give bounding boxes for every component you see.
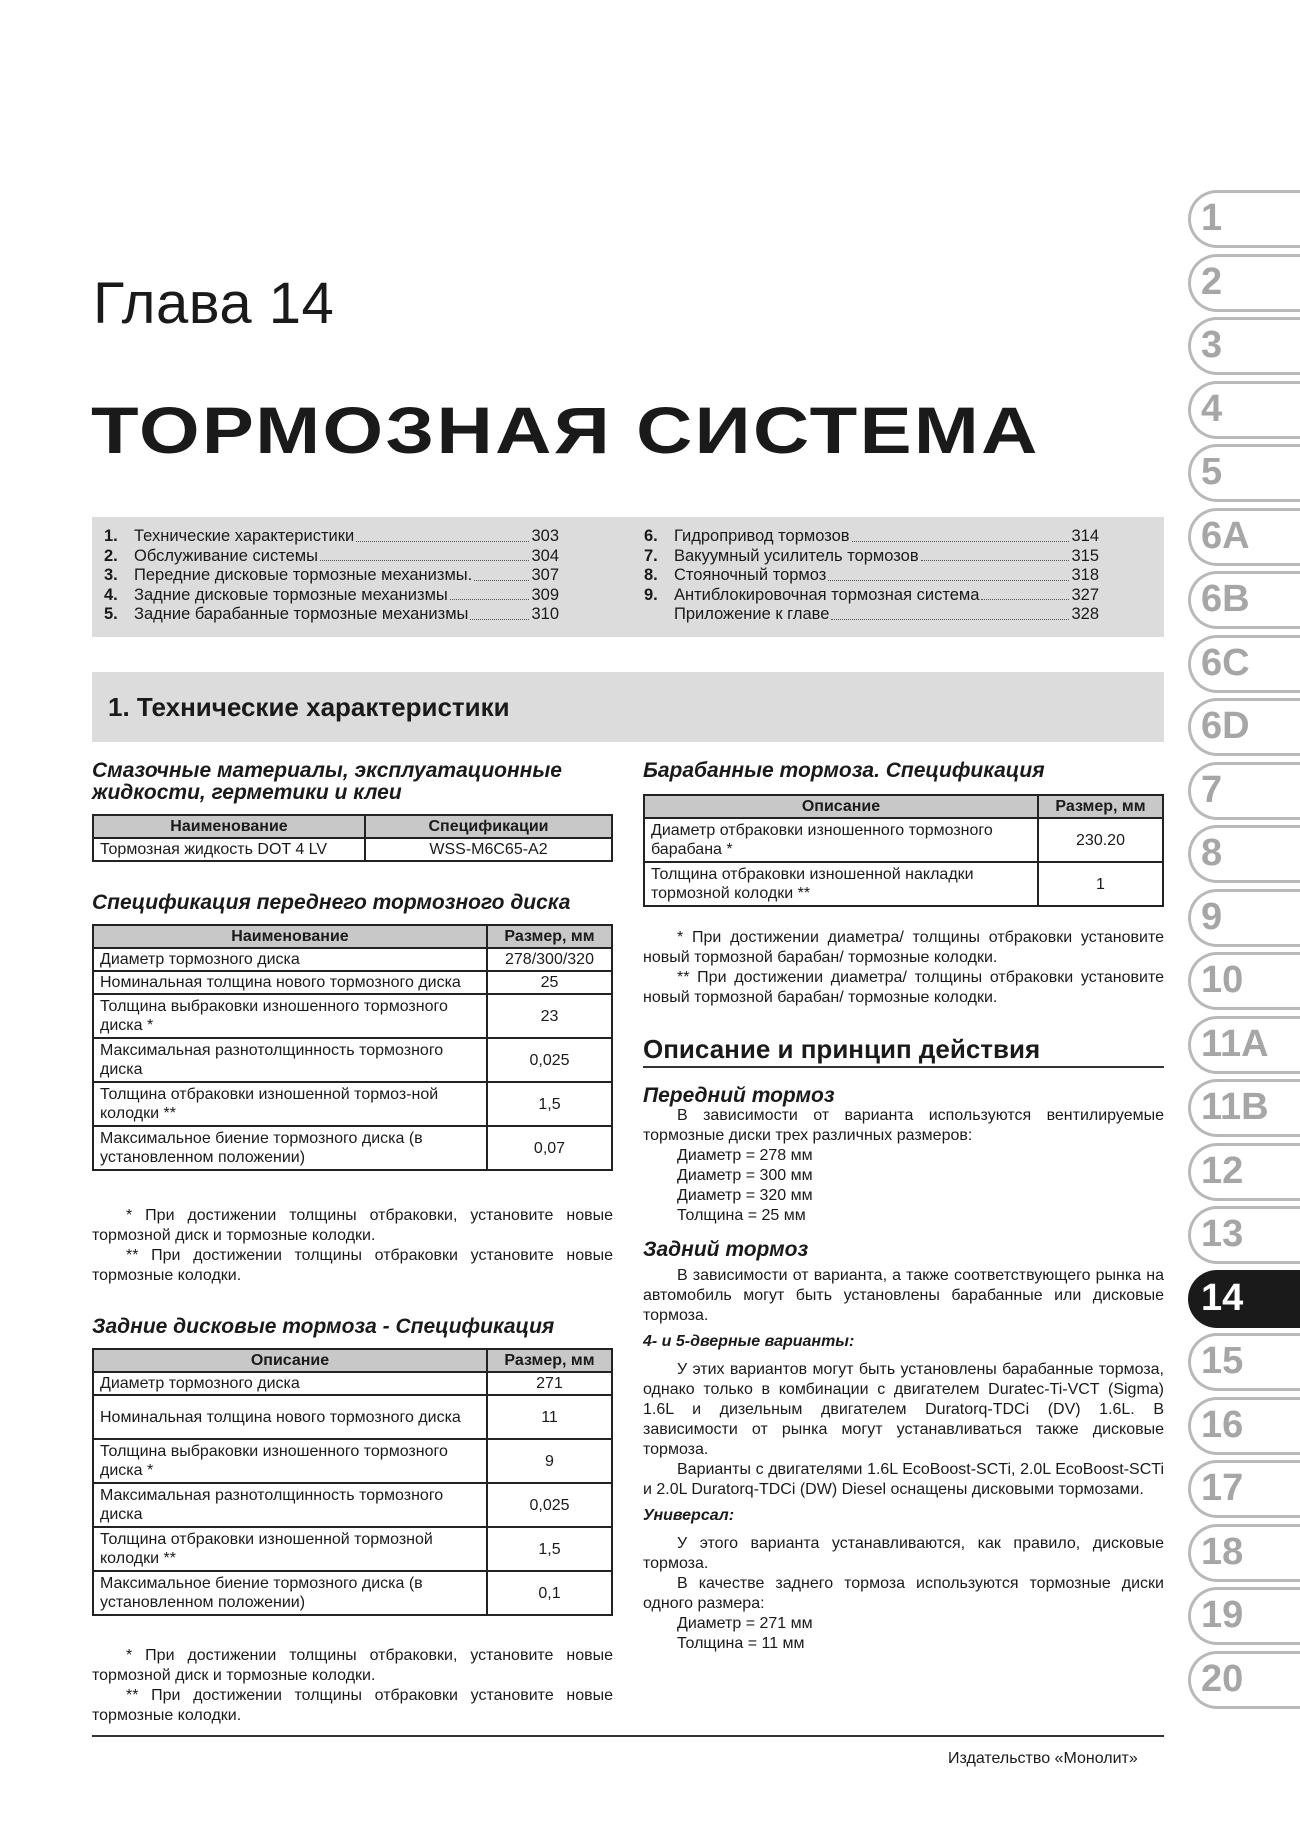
- toc-entry[interactable]: [644, 586, 1099, 606]
- table-cell: Максимальное биение тормозного диска (в установленном положении): [93, 1126, 487, 1170]
- toc-entry[interactable]: [104, 605, 559, 625]
- table-cell: 1: [1038, 862, 1163, 906]
- chapter-tab-14[interactable]: [1188, 1270, 1300, 1328]
- rear-disc-notes: [92, 1646, 613, 1726]
- toc-leader: [828, 580, 1069, 581]
- toc-entry[interactable]: [104, 586, 559, 606]
- table-row: [93, 971, 612, 994]
- chapter-tab-label: 11A: [1201, 1022, 1269, 1065]
- table-cell: 0,025: [487, 1483, 612, 1527]
- table-cell: Толщина отбраковки изношенной тормозной колодки **: [93, 1527, 487, 1571]
- paragraph: У этого варианта устанавливаются, как правило, дисковые тормоза.: [643, 1535, 1164, 1572]
- chapter-tab-16[interactable]: [1188, 1397, 1300, 1455]
- chapter-tab-label: 6C: [1201, 641, 1250, 684]
- chapter-tab-label: 15: [1201, 1340, 1244, 1382]
- toc-page: 314: [1071, 527, 1099, 545]
- table-cell: 9: [487, 1439, 612, 1483]
- table-row: [93, 1527, 612, 1571]
- chapter-tab-7[interactable]: [1188, 762, 1300, 820]
- table-header: Размер, мм: [1038, 795, 1163, 818]
- chapter-tab-12[interactable]: [1188, 1143, 1300, 1201]
- table-cell: 11: [487, 1395, 612, 1439]
- table-header: Размер, мм: [487, 925, 612, 948]
- table-cell: Максимальное биение тормозного диска (в установленном положении): [93, 1571, 487, 1615]
- chapter-tab-13[interactable]: [1188, 1206, 1300, 1264]
- variants-heading: 4- и 5-дверные варианты:: [643, 1333, 855, 1350]
- toc-right-column: [644, 527, 1099, 625]
- chapter-tab-15[interactable]: [1188, 1333, 1300, 1391]
- description-heading: Описание и принцип действия: [643, 1034, 1041, 1064]
- toc-page: 303: [531, 527, 559, 545]
- paragraph: У этих вариантов могут быть установлены барабанные тормоза, однако только в комбинации с двигателем Duratec-Ti-VCT (Sigma) 1.6L и дизельным двигателем Duratorq-TDCi (DV) 1.6L. В зависимости от рынка могут устанавливаться также дисковые тормоза.: [643, 1361, 1164, 1458]
- chapter-tab-5[interactable]: [1188, 444, 1300, 502]
- toc-number: 5.: [104, 605, 118, 623]
- table-cell: 1,5: [487, 1082, 612, 1126]
- spec-line: Толщина = 25 мм: [677, 1207, 806, 1224]
- front-brake-heading: Передний тормоз: [643, 1084, 835, 1107]
- toc-entry[interactable]: [104, 566, 559, 586]
- table-header: Описание: [644, 795, 1038, 818]
- table-row: [644, 818, 1163, 862]
- paragraph: В качестве заднего тормоза используются тормозные диски одного размера:: [643, 1575, 1164, 1612]
- chapter-tab-19[interactable]: [1188, 1587, 1300, 1645]
- toc-page: 328: [1071, 605, 1099, 623]
- lubricants-heading: Смазочные материалы, эксплуатационные жидкости, герметики и клеи: [92, 759, 562, 804]
- toc-page: 307: [531, 566, 559, 584]
- table-cell: 271: [487, 1372, 612, 1395]
- toc-leader: [981, 599, 1069, 600]
- toc-text: Стояночный тормоз: [674, 566, 827, 584]
- chapter-tab-label: 18: [1201, 1530, 1244, 1573]
- table-header: Спецификации: [365, 815, 612, 838]
- chapter-tab-label: 9: [1201, 895, 1223, 938]
- toc-page: 304: [531, 546, 559, 565]
- toc-left-column: [104, 527, 559, 625]
- toc-entry[interactable]: [104, 527, 559, 547]
- toc-leader: [320, 560, 529, 561]
- footer-rule: [92, 1735, 1164, 1737]
- toc-number: 7.: [644, 546, 658, 565]
- spec-line: Диаметр = 271 мм: [677, 1615, 813, 1632]
- toc-number: 2.: [104, 546, 118, 565]
- table-cell: 230.20: [1038, 818, 1163, 862]
- toc-text: Антиблокировочная тормозная система: [674, 585, 980, 604]
- chapter-tab-label: 20: [1201, 1657, 1244, 1700]
- chapter-tab-6d[interactable]: [1188, 698, 1300, 756]
- table-row: [93, 1372, 612, 1395]
- footnote: ** При достижении диаметра/ толщины отбраковки установите новый тормозной барабан/ тормозные колодки.: [643, 969, 1164, 1006]
- section-title: 1. Технические характеристики: [108, 692, 510, 722]
- front-disc-notes: [92, 1206, 613, 1286]
- table-cell: Диаметр тормозного диска: [93, 1372, 487, 1395]
- table-header: Размер, мм: [487, 1349, 612, 1372]
- spec-line: Диаметр = 300 мм: [677, 1167, 813, 1184]
- toc-page: 327: [1071, 585, 1099, 604]
- chapter-tab-11a[interactable]: [1188, 1016, 1300, 1074]
- table-cell: Диаметр отбраковки изношенного тормозного барабана *: [644, 818, 1038, 862]
- toc-leader: [921, 560, 1070, 561]
- table-header: Наименование: [93, 925, 487, 948]
- table-cell: 25: [487, 971, 612, 994]
- toc-leader: [356, 541, 529, 542]
- chapter-tab-label: 13: [1201, 1213, 1244, 1255]
- chapter-tab-6c[interactable]: [1188, 635, 1300, 693]
- table-cell: 0,025: [487, 1038, 612, 1082]
- chapter-tab-label: 14: [1201, 1276, 1244, 1319]
- toc-text: Задние барабанные тормозные механизмы: [134, 605, 469, 623]
- chapter-tab-4[interactable]: [1188, 381, 1300, 439]
- toc-number: 8.: [644, 566, 658, 584]
- table-cell: 0,1: [487, 1571, 612, 1615]
- toc-text: Обслуживание системы: [134, 546, 318, 565]
- table-cell: Номинальная толщина нового тормозного диска: [93, 971, 487, 994]
- heading-underline: [643, 1066, 1164, 1068]
- universal-heading: Универсал:: [643, 1507, 735, 1524]
- table-cell: 0,07: [487, 1126, 612, 1170]
- table-row: [93, 1082, 612, 1126]
- toc-leader: [450, 599, 530, 600]
- footnote: * При достижении диаметра/ толщины отбраковки установите новый тормозной барабан/ тормозные колодки.: [643, 929, 1164, 966]
- table-cell: Тормозная жидкость DOT 4 LV: [93, 838, 365, 861]
- chapter-tab-label: 19: [1201, 1594, 1244, 1636]
- chapter-tab-6a[interactable]: [1188, 508, 1300, 566]
- toc-leader: [831, 619, 1069, 620]
- table-header: Описание: [93, 1349, 487, 1372]
- table-row: [93, 1126, 612, 1170]
- chapter-tab-label: 10: [1201, 959, 1244, 1001]
- rear-disc-heading: Задние дисковые тормоза - Спецификация: [92, 1315, 555, 1338]
- toc-text: Приложение к главе: [674, 605, 830, 623]
- table-row: [93, 948, 612, 971]
- drum-table: [643, 794, 1164, 907]
- section-header: [92, 672, 1164, 742]
- table-cell: 278/300/320: [487, 948, 612, 971]
- toc-page: 310: [531, 605, 559, 623]
- chapter-tab-label: 17: [1201, 1467, 1244, 1509]
- toc-number: 9.: [644, 585, 658, 604]
- table-row: [93, 1571, 612, 1615]
- paragraph: В зависимости от варианта используются вентилируемые тормозные диски трех различных размеров:: [643, 1107, 1164, 1144]
- toc-text: Передние дисковые тормозные механизмы.: [134, 566, 473, 584]
- toc-entry[interactable]: [644, 547, 1099, 567]
- chapter-tab-label: 6A: [1201, 514, 1250, 557]
- table-cell: WSS-M6C65-A2: [365, 838, 612, 861]
- chapter-tab-label: 11B: [1201, 1086, 1269, 1128]
- chapter-tab-3[interactable]: [1188, 317, 1300, 375]
- chapter-label: Глава 14: [93, 271, 335, 336]
- chapter-tab-2[interactable]: [1188, 254, 1300, 312]
- lubricants-table: [92, 814, 613, 862]
- toc-number: 3.: [104, 566, 118, 584]
- publisher-footer: Издательство «Монолит»: [948, 1750, 1138, 1767]
- toc-number: 1.: [104, 527, 118, 545]
- chapter-tab-label: 7: [1201, 768, 1223, 811]
- toc-entry[interactable]: [644, 527, 1099, 547]
- toc-text: Вакуумный усилитель тормозов: [674, 546, 919, 565]
- spec-line: Толщина = 11 мм: [677, 1635, 805, 1652]
- chapter-tab-8[interactable]: [1188, 825, 1300, 883]
- drum-heading: Барабанные тормоза. Спецификация: [643, 759, 1045, 782]
- chapter-tab-9[interactable]: [1188, 889, 1300, 947]
- table-row: [93, 994, 612, 1038]
- chapter-tab-10[interactable]: [1188, 952, 1300, 1010]
- chapter-tab-1[interactable]: [1188, 190, 1300, 248]
- description-body: [643, 1086, 1164, 1654]
- table-cell: Максимальная разнотолщинность тормозного диска: [93, 1038, 487, 1082]
- chapter-title: ТОРМОЗНАЯ СИСТЕМА: [91, 393, 1040, 467]
- toc-page: 309: [531, 585, 559, 604]
- front-disc-heading: Спецификация переднего тормозного диска: [92, 891, 571, 914]
- toc-entry[interactable]: [104, 547, 559, 567]
- table-row: [93, 1038, 612, 1082]
- footnote: ** При достижении толщины отбраковки установите новые тормозные колодки.: [92, 1247, 613, 1284]
- toc-text: Технические характеристики: [134, 527, 355, 545]
- chapter-tab-label: 4: [1201, 387, 1223, 430]
- table-cell: Диаметр тормозного диска: [93, 948, 487, 971]
- spec-line: Диаметр = 320 мм: [677, 1187, 813, 1204]
- table-cell: Толщина отбраковки изношенной накладки тормозной колодки **: [644, 862, 1038, 906]
- table-row: [93, 1395, 612, 1439]
- table-row: [93, 838, 612, 861]
- paragraph: Варианты с двигателями 1.6L EcoBoost-SCTi, 2.0L EcoBoost-SCTi и 2.0L Duratorq-TDCi (DW) Diesel оснащены дисковыми тормозами.: [643, 1461, 1164, 1498]
- chapter-tab-label: 6B: [1201, 578, 1250, 620]
- chapter-tab-label: 8: [1201, 832, 1223, 874]
- toc-leader: [470, 619, 529, 620]
- toc-page: 318: [1071, 566, 1099, 584]
- chapter-tab-11b[interactable]: [1188, 1079, 1300, 1137]
- chapter-tab-label: 2: [1201, 260, 1223, 303]
- table-row: [644, 862, 1163, 906]
- paragraph: В зависимости от варианта, а также соответствующего рынка на автомобиль могут быть установлены барабанные или дисковые тормоза.: [643, 1267, 1164, 1324]
- toc-entry[interactable]: [644, 605, 1099, 625]
- table-header: Наименование: [93, 815, 365, 838]
- table-row: [93, 1439, 612, 1483]
- chapter-tab-17[interactable]: [1188, 1460, 1300, 1518]
- table-cell: Максимальная разнотолщинность тормозного диска: [93, 1483, 487, 1527]
- chapter-tab-label: 6D: [1201, 705, 1250, 747]
- chapter-tab-18[interactable]: [1188, 1524, 1300, 1582]
- table-cell: Толщина выбраковки изношенного тормозного диска *: [93, 1439, 487, 1483]
- toc-page: 315: [1071, 546, 1099, 565]
- table-of-contents: [92, 517, 1164, 637]
- chapter-tab-label: 5: [1201, 451, 1223, 493]
- toc-number: 4.: [104, 585, 118, 604]
- table-cell: 1,5: [487, 1527, 612, 1571]
- rear-brake-heading: Задний тормоз: [643, 1238, 809, 1261]
- toc-number: 6.: [644, 527, 658, 545]
- table-cell: Номинальная толщина нового тормозного диска: [93, 1395, 487, 1439]
- toc-text: Гидропривод тормозов: [674, 527, 850, 545]
- chapter-tab-label: 1: [1201, 197, 1223, 239]
- chapter-tab-label: 12: [1201, 1149, 1244, 1192]
- toc-leader: [852, 541, 1070, 542]
- footnote: * При достижении толщины отбраковки, установите новые тормозной диск и тормозные колодки.: [92, 1207, 613, 1244]
- table-cell: Толщина отбраковки изношенной тормоз-ной колодки **: [93, 1082, 487, 1126]
- footnote: * При достижении толщины отбраковки, установите новые тормозной диск и тормозные колодки.: [92, 1647, 613, 1684]
- table-row: [93, 1483, 612, 1527]
- chapter-tab-label: 16: [1201, 1403, 1244, 1446]
- chapter-tab-6b[interactable]: [1188, 571, 1300, 629]
- drum-notes: [643, 928, 1164, 1008]
- chapter-tab-20[interactable]: [1188, 1651, 1300, 1709]
- rear-disc-table: [92, 1348, 613, 1616]
- toc-leader: [474, 580, 529, 581]
- toc-text: Задние дисковые тормозные механизмы: [134, 585, 448, 604]
- table-cell: Толщина выбраковки изношенного тормозного диска *: [93, 994, 487, 1038]
- toc-entry[interactable]: [644, 566, 1099, 586]
- front-disc-table: [92, 924, 613, 1171]
- footnote: ** При достижении толщины отбраковки установите новые тормозные колодки.: [92, 1687, 613, 1724]
- spec-line: Диаметр = 278 мм: [677, 1147, 813, 1164]
- table-cell: 23: [487, 994, 612, 1038]
- chapter-tab-label: 3: [1201, 324, 1223, 366]
